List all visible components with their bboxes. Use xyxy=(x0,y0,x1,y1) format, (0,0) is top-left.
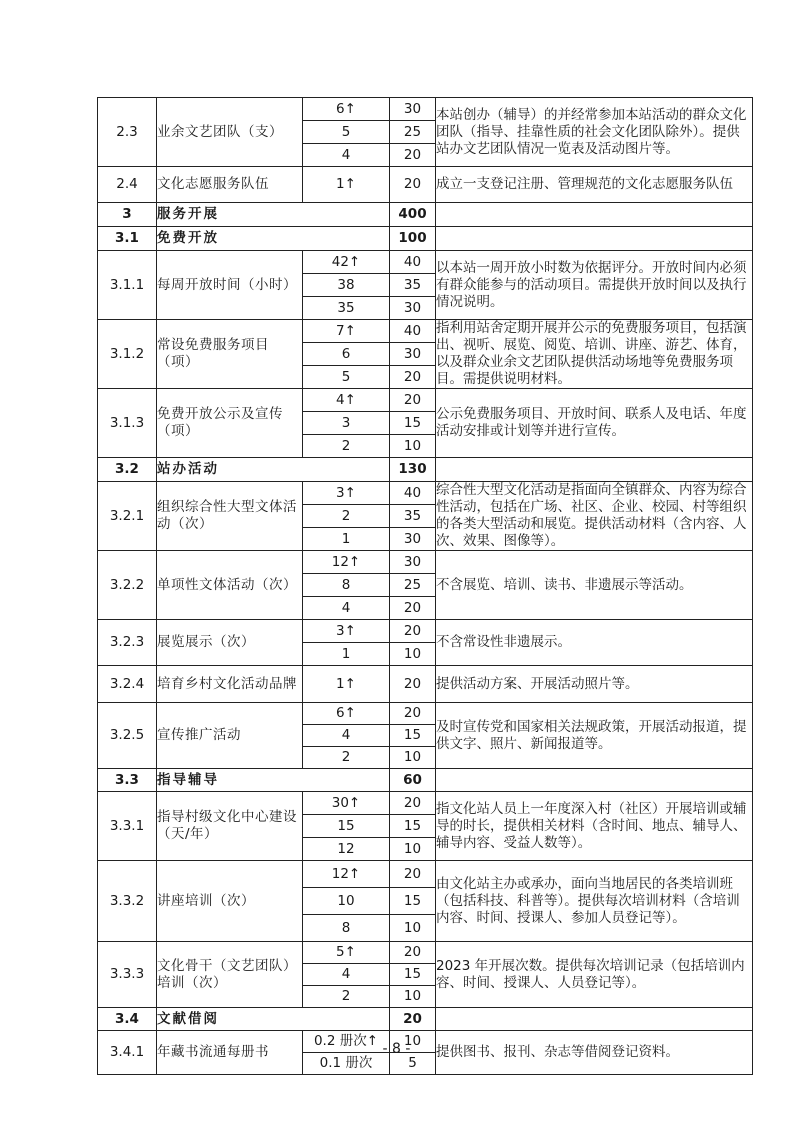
standard-cell: 3↑ xyxy=(303,482,390,505)
item-name: 单项性文体活动（次） xyxy=(157,551,303,620)
item-name: 指导村级文化中心建设（天/年） xyxy=(157,792,303,861)
section-title: 站办活动 xyxy=(157,458,390,482)
standard-cell: 12↑ xyxy=(303,551,390,574)
table-row xyxy=(98,98,753,121)
section-code: 3.4 xyxy=(98,1008,157,1031)
score-cell: 5 xyxy=(390,1053,436,1075)
score-cell: 20 xyxy=(390,792,436,815)
item-code: 2.3 xyxy=(98,98,157,167)
score-cell: 30 xyxy=(390,551,436,574)
note-cell: 由文化站主办或承办，面向当地居民的各类培训班（包括科技、科普等）。提供每次培训材料（含培训内容、时间、授课人、参加人员登记等）。 xyxy=(436,861,753,942)
score-cell: 35 xyxy=(390,505,436,528)
standard-cell: 12↑ xyxy=(303,861,390,888)
score-cell: 15 xyxy=(390,815,436,838)
standard-cell: 5 xyxy=(303,366,390,389)
score-cell: 30 xyxy=(390,343,436,366)
note-cell: 2023 年开展次数。提供每次培训记录（包括培训内容、时间、授课人、人员登记等）。 xyxy=(436,942,753,1008)
score-cell: 10 xyxy=(390,1031,436,1053)
score-cell: 25 xyxy=(390,121,436,144)
standard-cell: 2 xyxy=(303,986,390,1008)
standard-cell: 4 xyxy=(303,964,390,986)
table-row xyxy=(98,482,753,505)
item-name: 培育乡村文化活动品牌 xyxy=(157,666,303,703)
item-code: 3.2.1 xyxy=(98,482,157,551)
section-row xyxy=(98,203,753,227)
standard-cell: 0.2 册次↑ xyxy=(303,1031,390,1053)
standard-cell: 2 xyxy=(303,747,390,769)
standard-cell: 1 xyxy=(303,528,390,551)
note-cell: 不含展览、培训、读书、非遗展示等活动。 xyxy=(436,551,753,620)
item-code: 3.1.1 xyxy=(98,251,157,320)
item-code: 3.2.4 xyxy=(98,666,157,703)
note-cell: 综合性大型文化活动是指面向全镇群众、内容为综合性活动，包括在广场、社区、企业、校园、村等组织的各类大型活动和展览。提供活动材料（含内容、人次、效果、图像等）。 xyxy=(436,482,753,551)
standard-cell: 38 xyxy=(303,274,390,297)
score-cell: 30 xyxy=(390,528,436,551)
score-cell: 10 xyxy=(390,986,436,1008)
score-cell: 10 xyxy=(390,643,436,666)
evaluation-table xyxy=(97,97,753,1075)
table-row xyxy=(98,551,753,574)
page-number: - 8 - xyxy=(382,1041,411,1057)
section-score: 20 xyxy=(390,1008,436,1031)
standard-cell: 5↑ xyxy=(303,942,390,964)
item-name: 组织综合性大型文体活动（次） xyxy=(157,482,303,551)
item-name: 年藏书流通每册书 xyxy=(157,1031,303,1075)
standard-cell: 4 xyxy=(303,725,390,747)
score-cell: 10 xyxy=(390,915,436,942)
note-cell: 不含常设性非遗展示。 xyxy=(436,620,753,666)
standard-cell: 6↑ xyxy=(303,98,390,121)
score-cell: 30 xyxy=(390,98,436,121)
note-cell: 提供活动方案、开展活动照片等。 xyxy=(436,666,753,703)
note-cell: 成立一支登记注册、管理规范的文化志愿服务队伍 xyxy=(436,167,753,203)
standard-cell: 1 xyxy=(303,643,390,666)
standard-cell: 5 xyxy=(303,121,390,144)
standard-cell: 12 xyxy=(303,838,390,861)
score-cell: 30 xyxy=(390,297,436,320)
standard-cell: 6 xyxy=(303,343,390,366)
standard-cell: 10 xyxy=(303,888,390,915)
item-name: 常设免费服务项目（项） xyxy=(157,320,303,389)
item-name: 宣传推广活动 xyxy=(157,703,303,769)
standard-cell: 2 xyxy=(303,505,390,528)
standard-cell: 3 xyxy=(303,412,390,435)
score-cell: 35 xyxy=(390,274,436,297)
section-row xyxy=(98,458,753,482)
section-score: 130 xyxy=(390,458,436,482)
standard-cell: 6↑ xyxy=(303,703,390,725)
score-cell: 10 xyxy=(390,838,436,861)
section-row xyxy=(98,227,753,251)
standard-cell: 1↑ xyxy=(303,666,390,703)
section-code: 3 xyxy=(98,203,157,227)
item-code: 3.2.3 xyxy=(98,620,157,666)
item-code: 3.2.2 xyxy=(98,551,157,620)
score-cell: 20 xyxy=(390,666,436,703)
table-row xyxy=(98,942,753,964)
item-name: 业余文艺团队（支） xyxy=(157,98,303,167)
section-score: 400 xyxy=(390,203,436,227)
item-code: 3.3.3 xyxy=(98,942,157,1008)
table-row xyxy=(98,251,753,274)
item-name: 每周开放时间（小时） xyxy=(157,251,303,320)
score-cell: 20 xyxy=(390,366,436,389)
score-cell: 20 xyxy=(390,861,436,888)
score-cell: 20 xyxy=(390,597,436,620)
item-code: 3.1.2 xyxy=(98,320,157,389)
standard-cell: 2 xyxy=(303,435,390,458)
item-code: 3.2.5 xyxy=(98,703,157,769)
standard-cell: 42↑ xyxy=(303,251,390,274)
standard-cell: 4 xyxy=(303,597,390,620)
item-code: 3.1.3 xyxy=(98,389,157,458)
section-code: 3.3 xyxy=(98,769,157,792)
standard-cell: 3↑ xyxy=(303,620,390,643)
standard-cell: 7↑ xyxy=(303,320,390,343)
item-name: 免费开放公示及宣传（项） xyxy=(157,389,303,458)
score-cell: 40 xyxy=(390,320,436,343)
standard-cell: 30↑ xyxy=(303,792,390,815)
note-cell: 提供图书、报刊、杂志等借阅登记资料。 xyxy=(436,1031,753,1075)
table-row xyxy=(98,703,753,725)
note-cell: 公示免费服务项目、开放时间、联系人及电话、年度活动安排或计划等并进行宣传。 xyxy=(436,389,753,458)
table-row xyxy=(98,792,753,815)
standard-cell: 15 xyxy=(303,815,390,838)
standard-cell: 4 xyxy=(303,144,390,167)
score-cell: 15 xyxy=(390,964,436,986)
table-row xyxy=(98,861,753,888)
score-cell: 10 xyxy=(390,747,436,769)
item-name: 展览展示（次） xyxy=(157,620,303,666)
score-cell: 20 xyxy=(390,144,436,167)
item-name: 文化志愿服务队伍 xyxy=(157,167,303,203)
table-row xyxy=(98,320,753,343)
note-cell: 以本站一周开放小时数为依据评分。开放时间内必须有群众能参与的活动项目。需提供开放时间以及执行情况说明。 xyxy=(436,251,753,320)
note-cell: 及时宣传党和国家相关法规政策，开展活动报道，提供文字、照片、新闻报道等。 xyxy=(436,703,753,769)
note-cell: 指利用站舍定期开展并公示的免费服务项目，包括演出、视听、展览、阅览、培训、讲座、游艺、体育，以及群众业余文艺团队提供活动场地等免费服务项目。需提供说明材料。 xyxy=(436,320,753,389)
item-code: 2.4 xyxy=(98,167,157,203)
score-cell: 20 xyxy=(390,942,436,964)
item-code: 3.3.1 xyxy=(98,792,157,861)
score-cell: 15 xyxy=(390,888,436,915)
section-score: 60 xyxy=(390,769,436,792)
section-row xyxy=(98,769,753,792)
standard-cell: 0.1 册次 xyxy=(303,1053,390,1075)
section-title: 指导辅导 xyxy=(157,769,390,792)
section-row xyxy=(98,1008,753,1031)
section-title: 免费开放 xyxy=(157,227,390,251)
standard-cell: 35 xyxy=(303,297,390,320)
section-title: 服务开展 xyxy=(157,203,390,227)
score-cell: 15 xyxy=(390,412,436,435)
table-row xyxy=(98,389,753,412)
score-cell: 15 xyxy=(390,725,436,747)
section-title: 文献借阅 xyxy=(157,1008,390,1031)
section-code: 3.2 xyxy=(98,458,157,482)
score-cell: 10 xyxy=(390,435,436,458)
table-row xyxy=(98,167,753,203)
table-row xyxy=(98,620,753,643)
table-row xyxy=(98,666,753,703)
item-name: 文化骨干（文艺团队）培训（次） xyxy=(157,942,303,1008)
score-cell: 25 xyxy=(390,574,436,597)
section-score: 100 xyxy=(390,227,436,251)
score-cell: 40 xyxy=(390,251,436,274)
score-cell: 40 xyxy=(390,482,436,505)
score-cell: 20 xyxy=(390,389,436,412)
standard-cell: 4↑ xyxy=(303,389,390,412)
score-cell: 20 xyxy=(390,620,436,643)
standard-cell: 8 xyxy=(303,915,390,942)
score-cell: 20 xyxy=(390,703,436,725)
standard-cell: 1↑ xyxy=(303,167,390,203)
section-code: 3.1 xyxy=(98,227,157,251)
item-code: 3.4.1 xyxy=(98,1031,157,1075)
note-cell: 本站创办（辅导）的并经常参加本站活动的群众文化团队（指导、挂靠性质的社会文化团队除外）。提供站办文艺团队情况一览表及活动图片等。 xyxy=(436,98,753,167)
note-cell: 指文化站人员上一年度深入村（社区）开展培训或辅导的时长，提供相关材料（含时间、地点、辅导人、辅导内容、受益人数等）。 xyxy=(436,792,753,861)
score-cell: 20 xyxy=(390,167,436,203)
item-code: 3.3.2 xyxy=(98,861,157,942)
standard-cell: 8 xyxy=(303,574,390,597)
item-name: 讲座培训（次） xyxy=(157,861,303,942)
